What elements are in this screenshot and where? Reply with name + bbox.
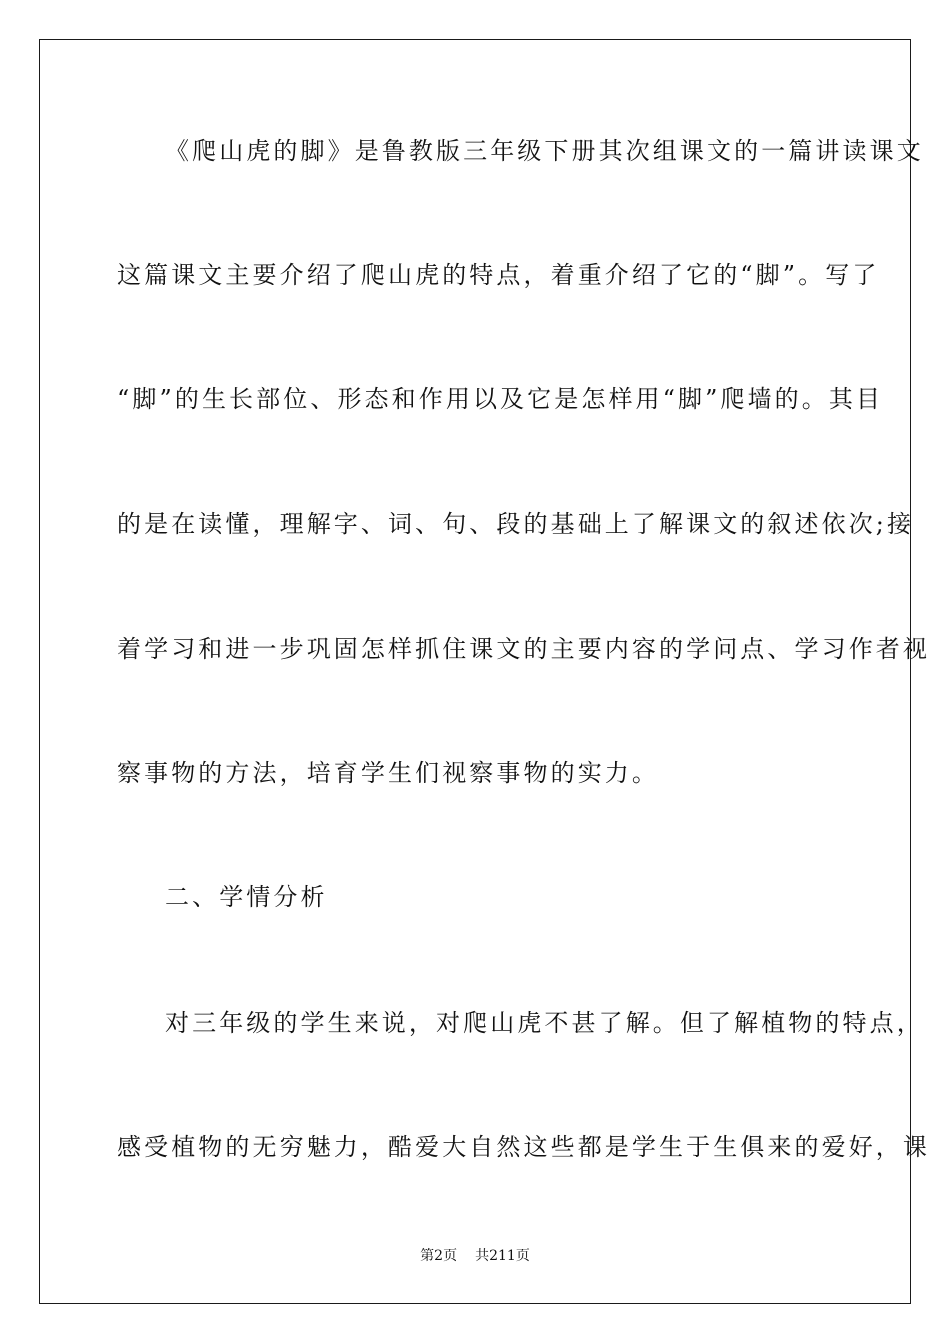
paragraph-line: “脚”的生长部位、形态和作用以及它是怎样用“脚”爬墙的。其目: [117, 385, 884, 413]
paragraph-line: 对三年级的学生来说，对爬山虎不甚了解。但了解植物的特点，: [165, 1009, 924, 1037]
paragraph-line: 这篇课文主要介绍了爬山虎的特点，着重介绍了它的“脚”。写了: [117, 261, 880, 289]
page-border: [39, 39, 930, 1304]
paragraph-line: 的是在读懂，理解字、词、句、段的基础上了解课文的叙述依次;接: [117, 510, 915, 538]
page-total: 共211页: [475, 1248, 530, 1264]
paragraph-line: 感受植物的无穷魅力，酷爱大自然这些都是学生于生俱来的爱好，课: [117, 1133, 930, 1161]
paragraph-line: 察事物的方法，培育学生们视察事物的实力。: [117, 759, 659, 787]
paragraph-line: 《爬山虎的脚》是鲁教版三年级下册其次组课文的一篇讲读课文: [165, 137, 924, 165]
page-footer: [0, 1246, 950, 1266]
paragraph-line: 着学习和进一步巩固怎样抓住课文的主要内容的学问点、学习作者视: [117, 635, 930, 663]
page-number: 第2页: [420, 1248, 458, 1264]
section-heading: 二、学情分析: [165, 883, 328, 911]
